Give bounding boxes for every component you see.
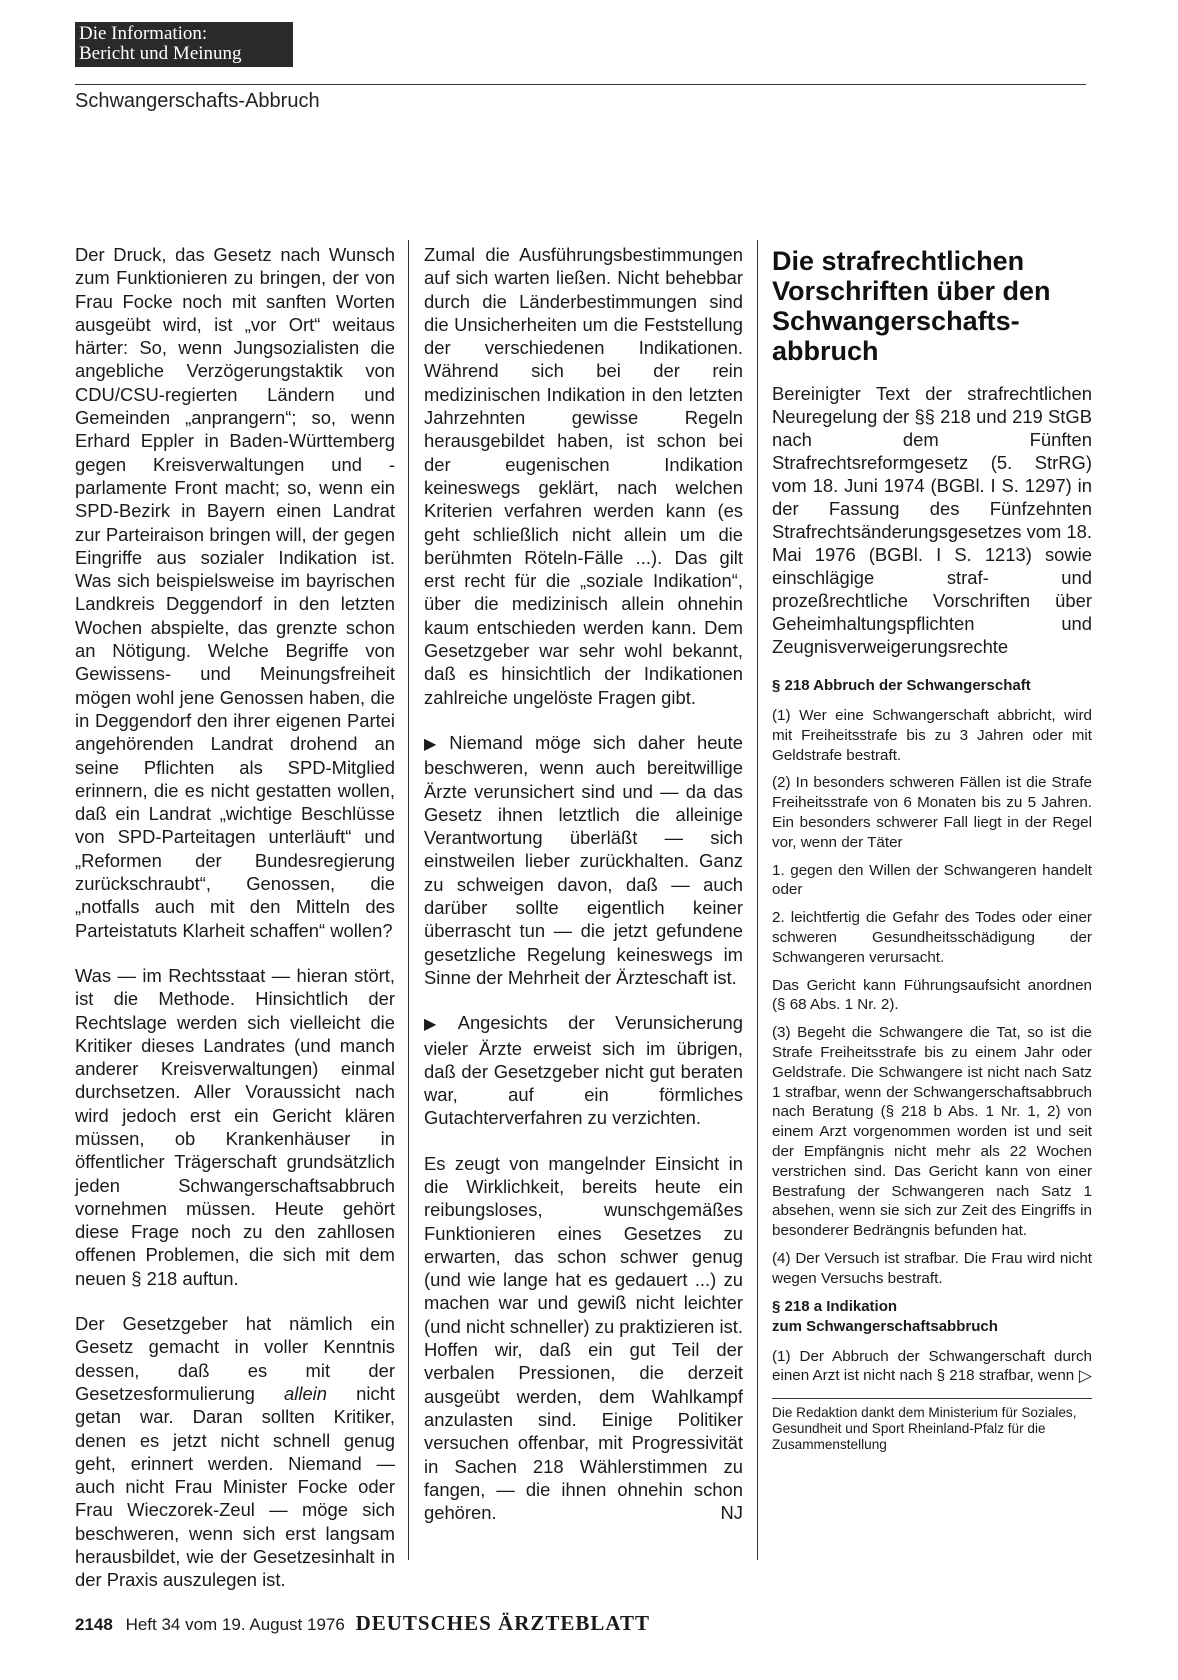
page-number: 2148	[75, 1615, 113, 1634]
heading-line: § 218 a Indikation	[772, 1297, 898, 1315]
bullet-triangle-icon: ▶	[424, 1016, 452, 1034]
paragraph-text: nicht getan war. Daran sollten Kritiker, denen es jetzt nicht schnell genug geht, erinnert werden. Niemand — auch nicht Frau Minister Focke oder Frau Wieczorek-Zeul — möge sich beschweren, wenn sich erst langsam herausbildet, wie der Gesetzesinhalt in der Praxis auszulegen ist.	[75, 1382, 395, 1591]
article-column-2	[424, 243, 743, 1546]
paragraph-text: Niemand möge sich daher heute beschweren, wenn auch bereitwillige Ärzte verunsichert sind und — da das Gesetz ihnen letztlich die alleinige Verantwortung überläßt — sich einstweilen lieber zurückhalten. Ganz zu schweigen davon, daß — auch darüber sollte eigentlich keiner überrascht tun — die jetzt gefundene gesetzliche Regelung keineswegs im Sinne der Mehrheit der Ärzteschaft ist.	[424, 731, 743, 988]
paragraph-text: Es zeugt von mangelnder Einsicht in die Wirklichkeit, bereits heute ein reibungsloses, wunschgemäßes Funktionieren eines Gesetzes zu erwarten, das schon schwer genug (und wie lange hat es gedauert ...) zu machen war und gewiß nicht leichter (und nicht schneller) zu praktizieren ist. Hoffen wir, daß ein gut Teil der verbalen Pressionen, die derzeit ausgeübt werden, dem Wahlkampf anzulasten sind. Einige Politiker versuchen offenbar, mit Progressivität in Sachen 218 Wählerstimmen zu fangen, — die ihnen ohnehin schon gehören.	[424, 1152, 743, 1524]
series-label-line1: Die Information:	[79, 23, 208, 44]
series-label-line2: Bericht und Meinung	[79, 43, 242, 64]
paragraph-text: Angesichts der Verunsicherung vieler Ärzte erweist sich im übrigen, daß der Gesetzgeber nicht gut beraten war, auf ein förmliches Gutachterverfahren zu verzichten.	[424, 1012, 743, 1129]
law-paragraph: (2) In besonders schweren Fällen ist die Strafe Freiheitsstrafe von 6 Monaten bis zu 5 Jahren. Ein besonders schwerer Fall liegt in der Regel vor, wenn der Täter	[772, 774, 1092, 851]
continue-arrow-icon: ▷	[1078, 1366, 1092, 1386]
column-divider	[408, 240, 409, 1560]
issue-info: Heft 34 vom 19. August 1976	[125, 1615, 345, 1634]
article-paragraph	[424, 1152, 743, 1525]
article-paragraph: Was — im Rechtsstaat — hieran stört, ist die Methode. Hinsichtlich der Rechtslage werden sich vielleicht die Kritiker dieses Landrates (und manch anderer Kreisverwaltungen) einmal durchsetzen. Aller Voraussicht nach wird jedoch erst ein Gericht klären müssen, ob Krankenhäuser in öffentlicher Trägerschaft grundsätzlich jeden Schwangerschaftsabbruch vornehmen müssen. Heute gehört diese Frage noch zu den zahllosen offenen Problemen, die sich mit dem neuen § 218 auftun.	[75, 964, 395, 1289]
law-paragraph: Das Gericht kann Führungsaufsicht anordnen (§ 68 Abs. 1 Nr. 2).	[772, 976, 1092, 1014]
law-paragraph: (3) Begeht die Schwangere die Tat, so ist die Strafe Freiheitsstrafe bis zu einem Jahr oder Geldstrafe. Die Schwangere ist nicht nach Satz 1 strafbar, wenn der Schwangerschaftsabbruch nach Beratung (§ 218 b Abs. 1 Nr. 1, 2) von einem Arzt vorgenommen worden ist und seit der Empfängnis nicht mehr als 22 Wochen verstrichen sind. Das Gericht kann von einer Bestrafung der Schwangeren nach Satz 1 absehen, wenn sie sich zur Zeit des Eingriffs in besonderer Bedrängnis befunden hat.	[772, 1024, 1092, 1240]
page-footer	[75, 1611, 650, 1636]
box-title: Die strafrechtlichen Vorschriften über den Schwangerschafts-abbruch	[772, 246, 1051, 366]
law-paragraph	[772, 1347, 1092, 1387]
article-paragraph	[75, 1312, 395, 1592]
magazine-title: DEUTSCHES ÄRZTEBLATT	[355, 1611, 651, 1635]
article-paragraph: Der Druck, das Gesetz nach Wunsch zum Funktionieren zu bringen, der von Frau Focke noch mit sanften Worten ausgeübt wird, ist „vor Ort“ weitaus härter: So, wenn Jungsozialisten die angebliche Verzögerungstaktik von CDU/CSU-regierten Ländern und Gemeinden „anprangern“; so, wenn Erhard Eppler in Baden-Württemberg gegen Kreisverwaltungen und -parlamente Front macht; so, wenn ein SPD-Bezirk in Bayern einen Landrat zur Parteiraison bringen will, der gegen Eingriffe aus sozialer Indikation ist. Was sich beispielsweise im bayrischen Landkreis Deggendorf in den letzten Wochen abspielte, das grenzte schon an Nötigung. Welche Begriffe von Gewissens- und Meinungsfreiheit mögen wohl jene Genossen haben, die in Deggendorf den ihrer eigenen Partei angehörenden Landrat drohend an seine Pflichten als SPD-Mitglied erinnern, die es nicht gestatten wollen, daß ein Landrat „wichtige Beschlüsse von SPD-Parteitagen unterläuft“ und „Reformen der Bundesregierung zurückschraubt“, Genossen, die „notfalls auch mit den Mitteln des Parteistatuts Klarheit schaffen“ wollen?	[75, 244, 395, 941]
bullet-triangle-icon: ▶	[424, 735, 444, 753]
section-title: Schwangerschafts-Abbruch	[75, 90, 320, 112]
law-paragraph: 2. leichtfertig die Gefahr des Todes oder einer schweren Gesundheitsschädigung der Schwangeren verursacht.	[772, 909, 1092, 966]
paragraph-text: (1) Der Abbruch der Schwangerschaft durch einen Arzt ist nicht nach § 218 strafbar, wenn	[772, 1347, 1092, 1385]
author-signature: NJ	[720, 1502, 743, 1524]
section-218a-heading	[772, 1297, 1092, 1337]
paragraph-text: Der Gesetzgeber hat nämlich ein Gesetz gemacht in voller Kenntnis dessen, daß es mit der Gesetzesformulierung	[75, 1313, 395, 1404]
article-paragraph: Zumal die Ausführungsbestimmungen auf sich warten ließen. Nicht behebbar durch die Länderbestimmungen sind die Unsicherheiten um die Feststellung der verschiedenen Indikationen. Während sich bei der rein medizinischen Indikation in den letzten Jahrzehnten gewisse Regeln herausgebildet haben, ist schon bei der eugenischen Indikation keineswegs geklärt, nach welchen Kriterien verfahren werden kann (es geht schließlich nicht allein um die berühmten Röteln-Fälle ...). Das gilt erst recht für die „soziale Indikation“, über die medizinisch allein ohnehin kaum entschieden werden kann. Dem Gesetzgeber war sehr wohl bekannt, daß es hinsichtlich der Indikationen zahlreiche ungelöste Fragen gibt.	[424, 244, 743, 708]
article-column-1	[75, 243, 395, 1614]
credit-note: Die Redaktion dankt dem Ministerium für Soziales, Gesundheit und Sport Rheinland-Pfalz für die Zusammenstellung	[772, 1398, 1092, 1453]
column-divider	[757, 240, 758, 1560]
law-paragraph: (1) Wer eine Schwangerschaft abbricht, wird mit Freiheitsstrafe bis zu 3 Jahren oder mit Geldstrafe bestraft.	[772, 707, 1092, 764]
law-text-box	[772, 246, 1092, 1453]
law-paragraph: (4) Der Versuch ist strafbar. Die Frau wird nicht wegen Versuchs bestraft.	[772, 1249, 1092, 1287]
heading-line: zum Schwangerschaftsabbruch	[772, 1317, 998, 1335]
article-paragraph	[424, 731, 743, 989]
law-paragraph: 1. gegen den Willen der Schwangeren handelt oder	[772, 861, 1092, 899]
series-label	[75, 22, 293, 67]
emphasis-word: allein	[284, 1382, 327, 1404]
box-intro: Bereinigter Text der strafrechtlichen Neuregelung der §§ 218 und 219 StGB nach dem Fünften Strafrechtsreformgesetz (5. StrRG) vom 18. Juni 1974 (BGBl. I S. 1297) in der Fassung des Fünfzehnten Strafrechtsänderungsgesetzes vom 18. Mai 1976 (BGBl. I S. 1213) sowie einschlägige straf- und prozeßrechtliche Vorschriften über Geheimhaltungspflichten und Zeugnisverweigerungsrechte	[772, 383, 1092, 657]
article-paragraph	[424, 1011, 743, 1129]
section-218-heading: § 218 Abbruch der Schwangerschaft	[772, 677, 1031, 694]
header-rule	[75, 84, 1086, 85]
